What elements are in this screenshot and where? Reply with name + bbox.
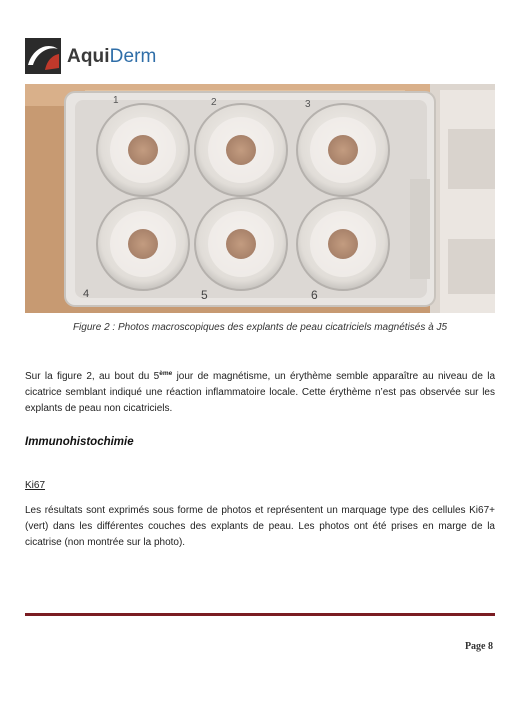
figure-caption: Figure 2 : Photos macroscopiques des explants de peau cicatriciels magnétisés à J5: [72, 322, 448, 333]
subsection-heading-ki67: Ki67: [25, 480, 46, 491]
footer-divider: [25, 613, 495, 616]
logo-text-bold: Aqui: [67, 45, 110, 67]
logo-text-accent: Derm: [109, 45, 157, 67]
culture-well-5: [195, 198, 287, 290]
well-label-4: 4: [83, 288, 90, 300]
aquiderm-logo-icon: [25, 38, 61, 74]
paragraph-erythema: [25, 369, 495, 417]
well-label-3: 3: [305, 99, 311, 110]
culture-well-6: [297, 198, 389, 290]
well-label-6: 6: [311, 288, 318, 302]
well-label-1: 1: [113, 95, 119, 106]
ordinal-superscript: ème: [159, 370, 173, 377]
well-label-5: 5: [201, 288, 208, 302]
paragraph-erythema-start: Sur la figure 2, au bout du 5: [25, 371, 160, 382]
culture-well-1: [97, 104, 189, 196]
well-label-2: 2: [211, 97, 217, 108]
paragraph-erythema-rest: jour de magnétisme, un érythème semble apparaître au niveau de la cicatrice semblant indiqué une réaction inflammatoire locale. Cette érythème n’est pas observée sur les explants de peau non cicatriciels.: [25, 371, 496, 414]
culture-well-3: [297, 104, 389, 196]
logo-wordmark: [67, 47, 156, 66]
company-logo: [25, 38, 156, 74]
culture-well-4: [97, 198, 189, 290]
paragraph-ki67: Les résultats sont exprimés sous forme de photos et représentent un marquage type des cellules Ki67+ (vert) dans les différentes couches des explants de peau. Les photos ont été prises en marge de la cicatrise (non montrée sur la photo).: [25, 505, 495, 548]
culture-well-2: [195, 104, 287, 196]
figure-photo-well-plate: [25, 84, 495, 313]
page-number: Page 8: [464, 641, 493, 652]
section-heading-immunohistochemistry: Immunohistochimie: [25, 436, 134, 448]
